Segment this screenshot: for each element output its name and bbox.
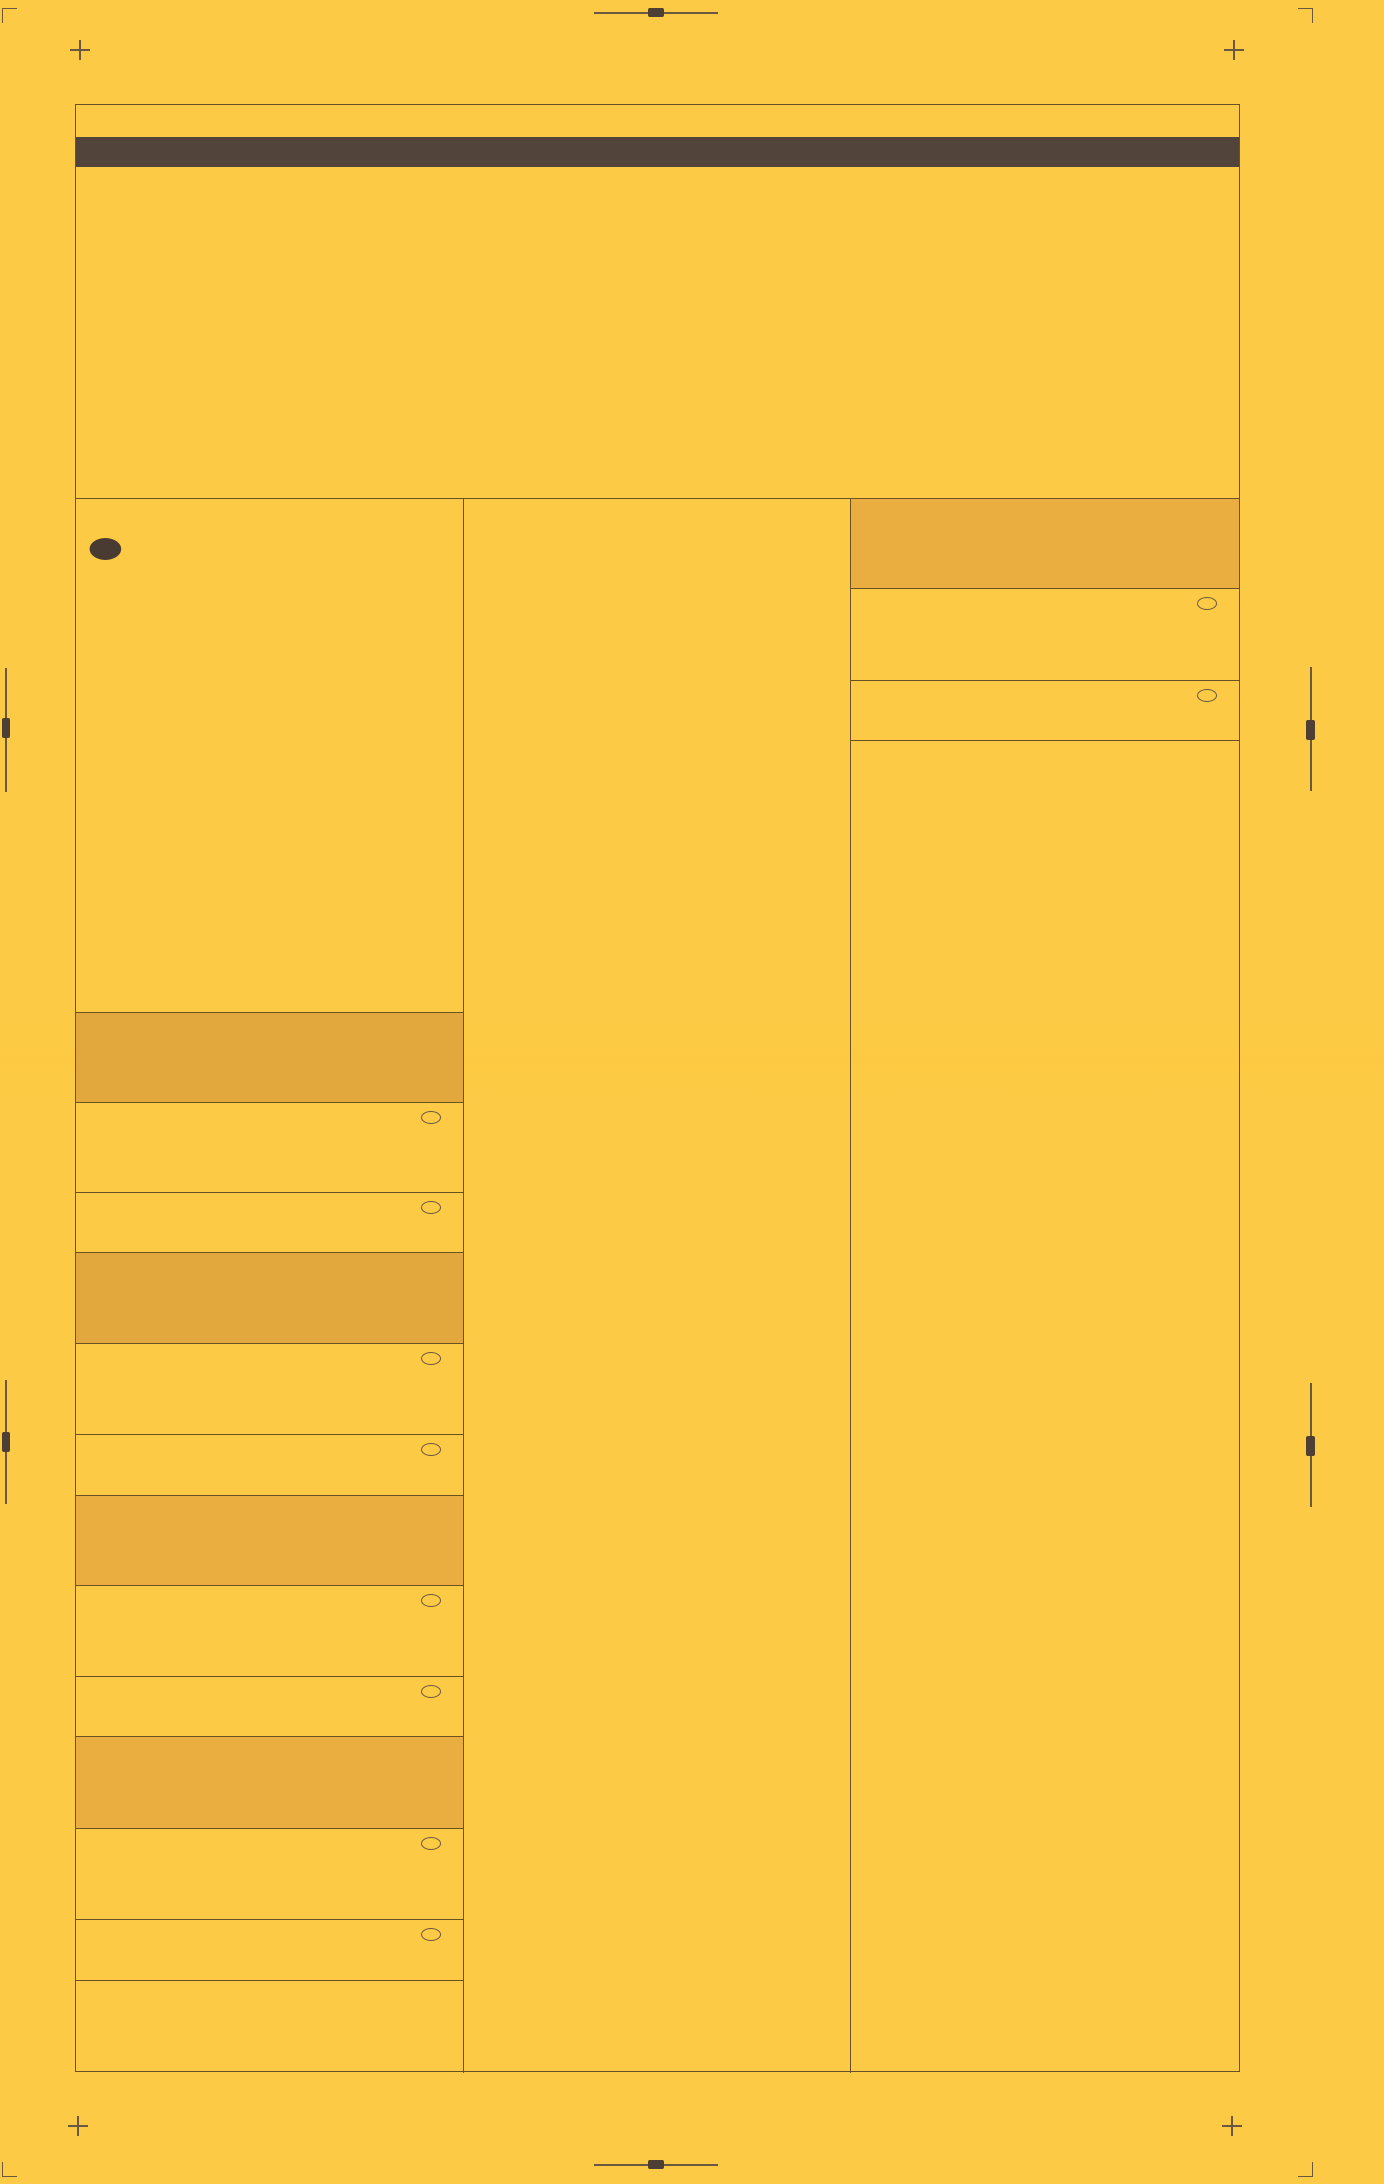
vote-oval[interactable]	[421, 1111, 441, 1124]
candidate-row[interactable]	[76, 1344, 463, 1435]
header-dark-band	[76, 137, 1239, 167]
ballot-card	[75, 104, 1240, 2072]
vote-oval[interactable]	[421, 1201, 441, 1214]
crop-mark-top-right	[1298, 8, 1313, 23]
contest-header-rep-legislature	[76, 1737, 463, 1829]
side-mark-block	[1306, 720, 1315, 740]
filled-oval-icon	[90, 538, 122, 560]
vote-oval[interactable]	[421, 1443, 441, 1456]
vote-oval[interactable]	[421, 1594, 441, 1607]
ballot-column-2	[464, 499, 851, 2073]
registration-crosshair-icon	[70, 40, 90, 60]
write-in-row[interactable]	[76, 1435, 463, 1496]
vote-oval[interactable]	[421, 1928, 441, 1941]
crop-mark-bottom-left	[2, 2162, 17, 2177]
contest-header-rep-congress	[76, 1253, 463, 1344]
vote-oval[interactable]	[421, 1352, 441, 1365]
vote-oval[interactable]	[421, 1837, 441, 1850]
vote-oval[interactable]	[421, 1685, 441, 1698]
candidate-row[interactable]	[76, 1103, 463, 1193]
crop-mark-top-left	[2, 8, 17, 23]
instruction-fill-oval	[84, 533, 457, 563]
contest-header-county-commissioner	[851, 499, 1239, 589]
write-in-row[interactable]	[76, 1193, 463, 1253]
candidate-row[interactable]	[76, 1586, 463, 1677]
ballot-style-header	[76, 105, 1239, 137]
instructions-panel	[76, 499, 463, 1013]
registration-crosshair-icon	[1224, 40, 1244, 60]
center-fold-mark-block	[648, 8, 664, 17]
candidate-row[interactable]	[851, 589, 1239, 681]
registration-crosshair-icon	[1222, 2116, 1242, 2136]
write-in-row[interactable]	[76, 1677, 463, 1737]
side-mark-block	[2, 1432, 10, 1452]
write-in-row[interactable]	[76, 1920, 463, 1981]
crop-mark-bottom-right	[1298, 2162, 1313, 2177]
side-mark-block	[2, 718, 10, 738]
ballot-column-3	[851, 499, 1239, 2073]
vote-oval[interactable]	[1197, 597, 1217, 610]
side-mark-block	[1306, 1436, 1315, 1456]
registration-crosshair-icon	[68, 2116, 88, 2136]
write-in-row[interactable]	[851, 681, 1239, 741]
ballot-title-box	[76, 167, 1239, 499]
ballot-column-1	[76, 499, 464, 2073]
contest-header-us-senator	[76, 1013, 463, 1103]
vote-oval[interactable]	[1197, 689, 1217, 702]
candidate-row[interactable]	[76, 1829, 463, 1920]
contest-header-state-senator	[76, 1496, 463, 1586]
center-fold-mark-block	[648, 2160, 664, 2169]
